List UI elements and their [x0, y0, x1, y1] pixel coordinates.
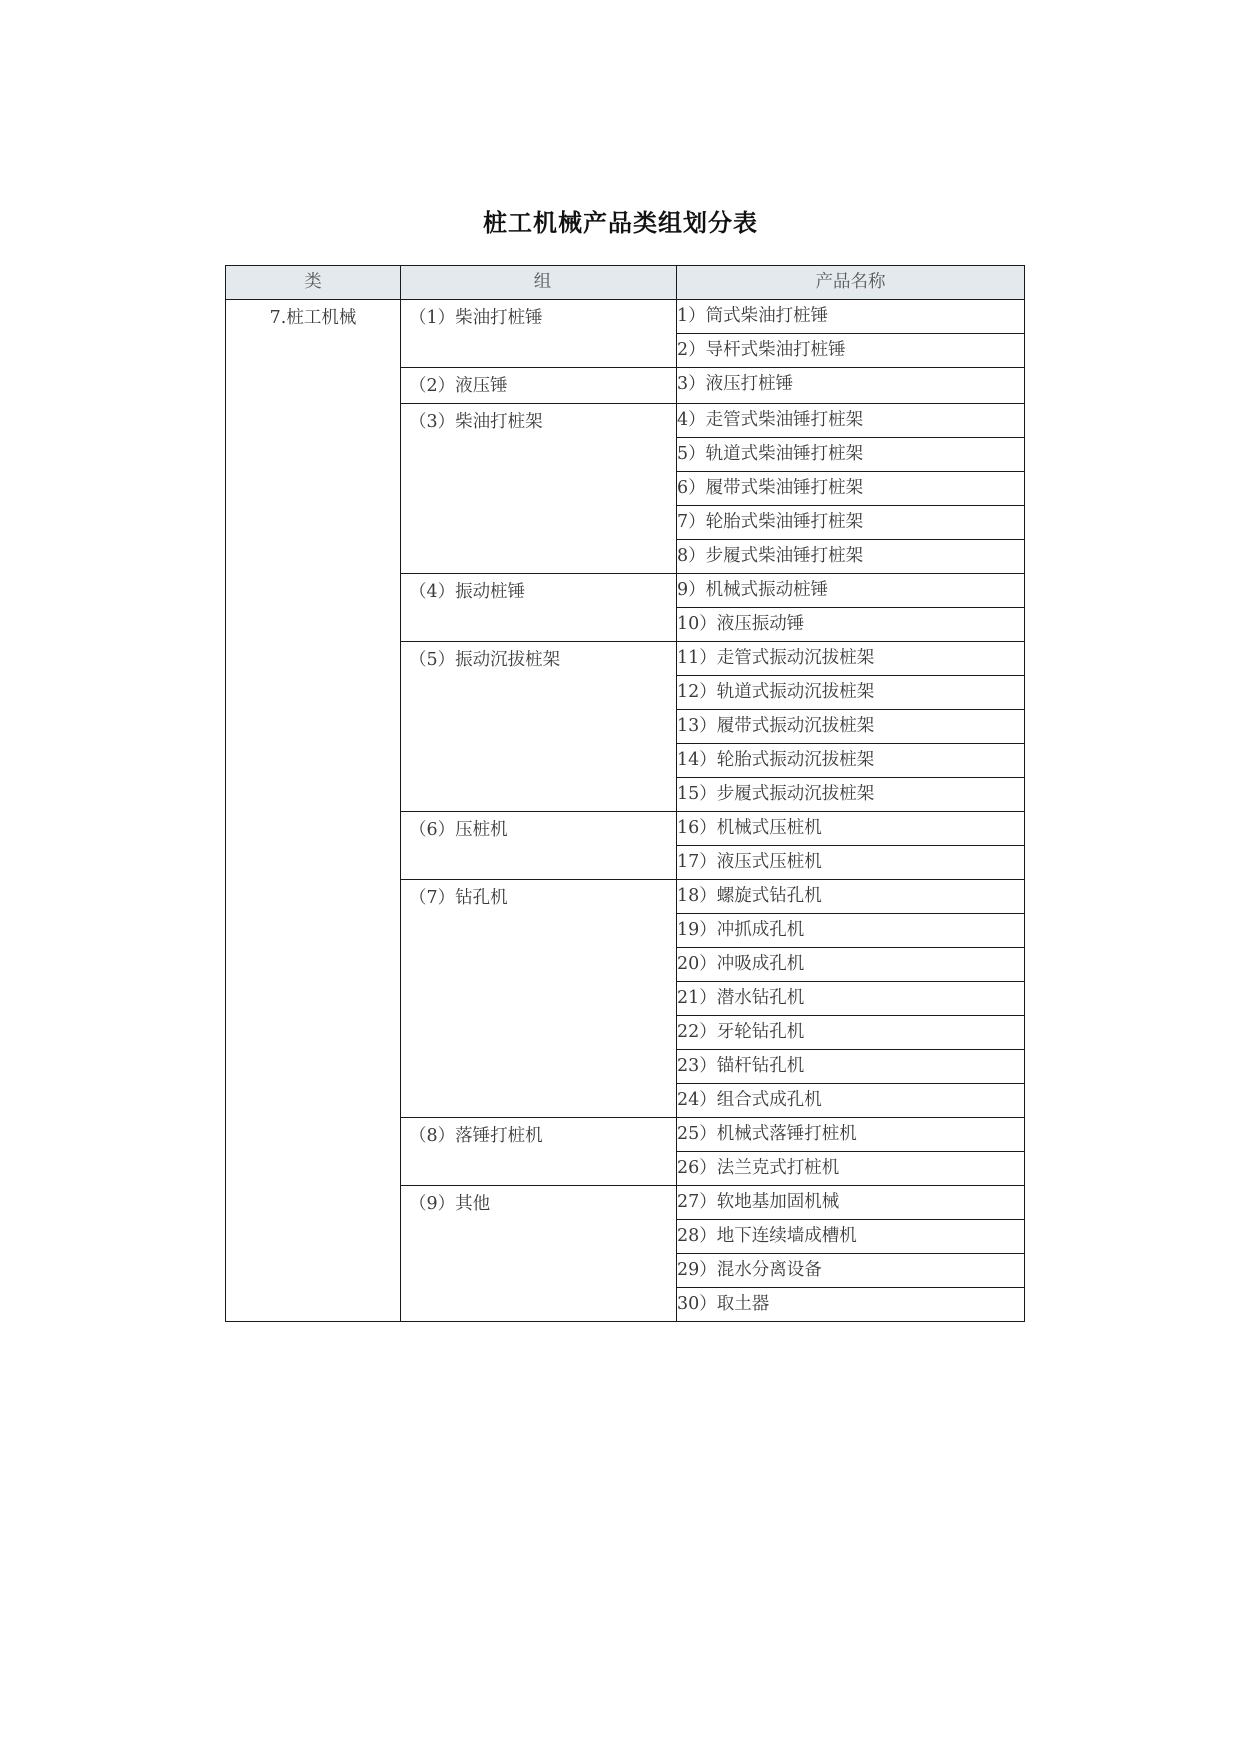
- product-cell: 28）地下连续墙成槽机: [677, 1220, 1025, 1254]
- product-cell: 27）软地基加固机械: [677, 1186, 1025, 1220]
- classification-table: [225, 265, 1025, 1322]
- product-cell: 9）机械式振动桩锤: [677, 574, 1025, 608]
- product-cell: 30）取土器: [677, 1288, 1025, 1322]
- product-cell: 15）步履式振动沉拔桩架: [677, 778, 1025, 812]
- product-cell: 3）液压打桩锤: [677, 368, 1025, 404]
- product-cell: 18）螺旋式钻孔机: [677, 880, 1025, 914]
- product-cell: 8）步履式柴油锤打桩架: [677, 540, 1025, 574]
- product-cell: 24）组合式成孔机: [677, 1084, 1025, 1118]
- group-cell: （4）振动桩锤: [401, 574, 677, 642]
- product-cell: 22）牙轮钻孔机: [677, 1016, 1025, 1050]
- product-cell: 4）走管式柴油锤打桩架: [677, 404, 1025, 438]
- product-cell: 16）机械式压桩机: [677, 812, 1025, 846]
- category-cell: 7.桩工机械: [226, 300, 401, 1322]
- header-group: 组: [401, 266, 677, 300]
- group-cell: （2）液压锤: [401, 368, 677, 404]
- product-cell: 19）冲抓成孔机: [677, 914, 1025, 948]
- table-header-row: [226, 266, 1025, 300]
- product-cell: 14）轮胎式振动沉拔桩架: [677, 744, 1025, 778]
- product-cell: 5）轨道式柴油锤打桩架: [677, 438, 1025, 472]
- group-cell: （3）柴油打桩架: [401, 404, 677, 574]
- product-cell: 21）潜水钻孔机: [677, 982, 1025, 1016]
- group-cell: （9）其他: [401, 1186, 677, 1322]
- table-row: [226, 300, 1025, 334]
- product-cell: 29）混水分离设备: [677, 1254, 1025, 1288]
- header-category: 类: [226, 266, 401, 300]
- group-cell: （7）钻孔机: [401, 880, 677, 1118]
- product-cell: 23）锚杆钻孔机: [677, 1050, 1025, 1084]
- page-title: 桩工机械产品类组划分表: [483, 209, 758, 237]
- product-cell: 12）轨道式振动沉拔桩架: [677, 676, 1025, 710]
- header-product-name: 产品名称: [677, 266, 1025, 300]
- product-cell: 13）履带式振动沉拔桩架: [677, 710, 1025, 744]
- product-cell: 17）液压式压桩机: [677, 846, 1025, 880]
- product-cell: 26）法兰克式打桩机: [677, 1152, 1025, 1186]
- table-body: [226, 300, 1025, 1322]
- group-cell: （1）柴油打桩锤: [401, 300, 677, 368]
- product-cell: 11）走管式振动沉拔桩架: [677, 642, 1025, 676]
- product-cell: 20）冲吸成孔机: [677, 948, 1025, 982]
- group-cell: （8）落锤打桩机: [401, 1118, 677, 1186]
- product-cell: 2）导杆式柴油打桩锤: [677, 334, 1025, 368]
- product-cell: 6）履带式柴油锤打桩架: [677, 472, 1025, 506]
- product-cell: 7）轮胎式柴油锤打桩架: [677, 506, 1025, 540]
- product-cell: 10）液压振动锤: [677, 608, 1025, 642]
- product-cell: 25）机械式落锤打桩机: [677, 1118, 1025, 1152]
- product-cell: 1）筒式柴油打桩锤: [677, 300, 1025, 334]
- group-cell: （6）压桩机: [401, 812, 677, 880]
- group-cell: （5）振动沉拔桩架: [401, 642, 677, 812]
